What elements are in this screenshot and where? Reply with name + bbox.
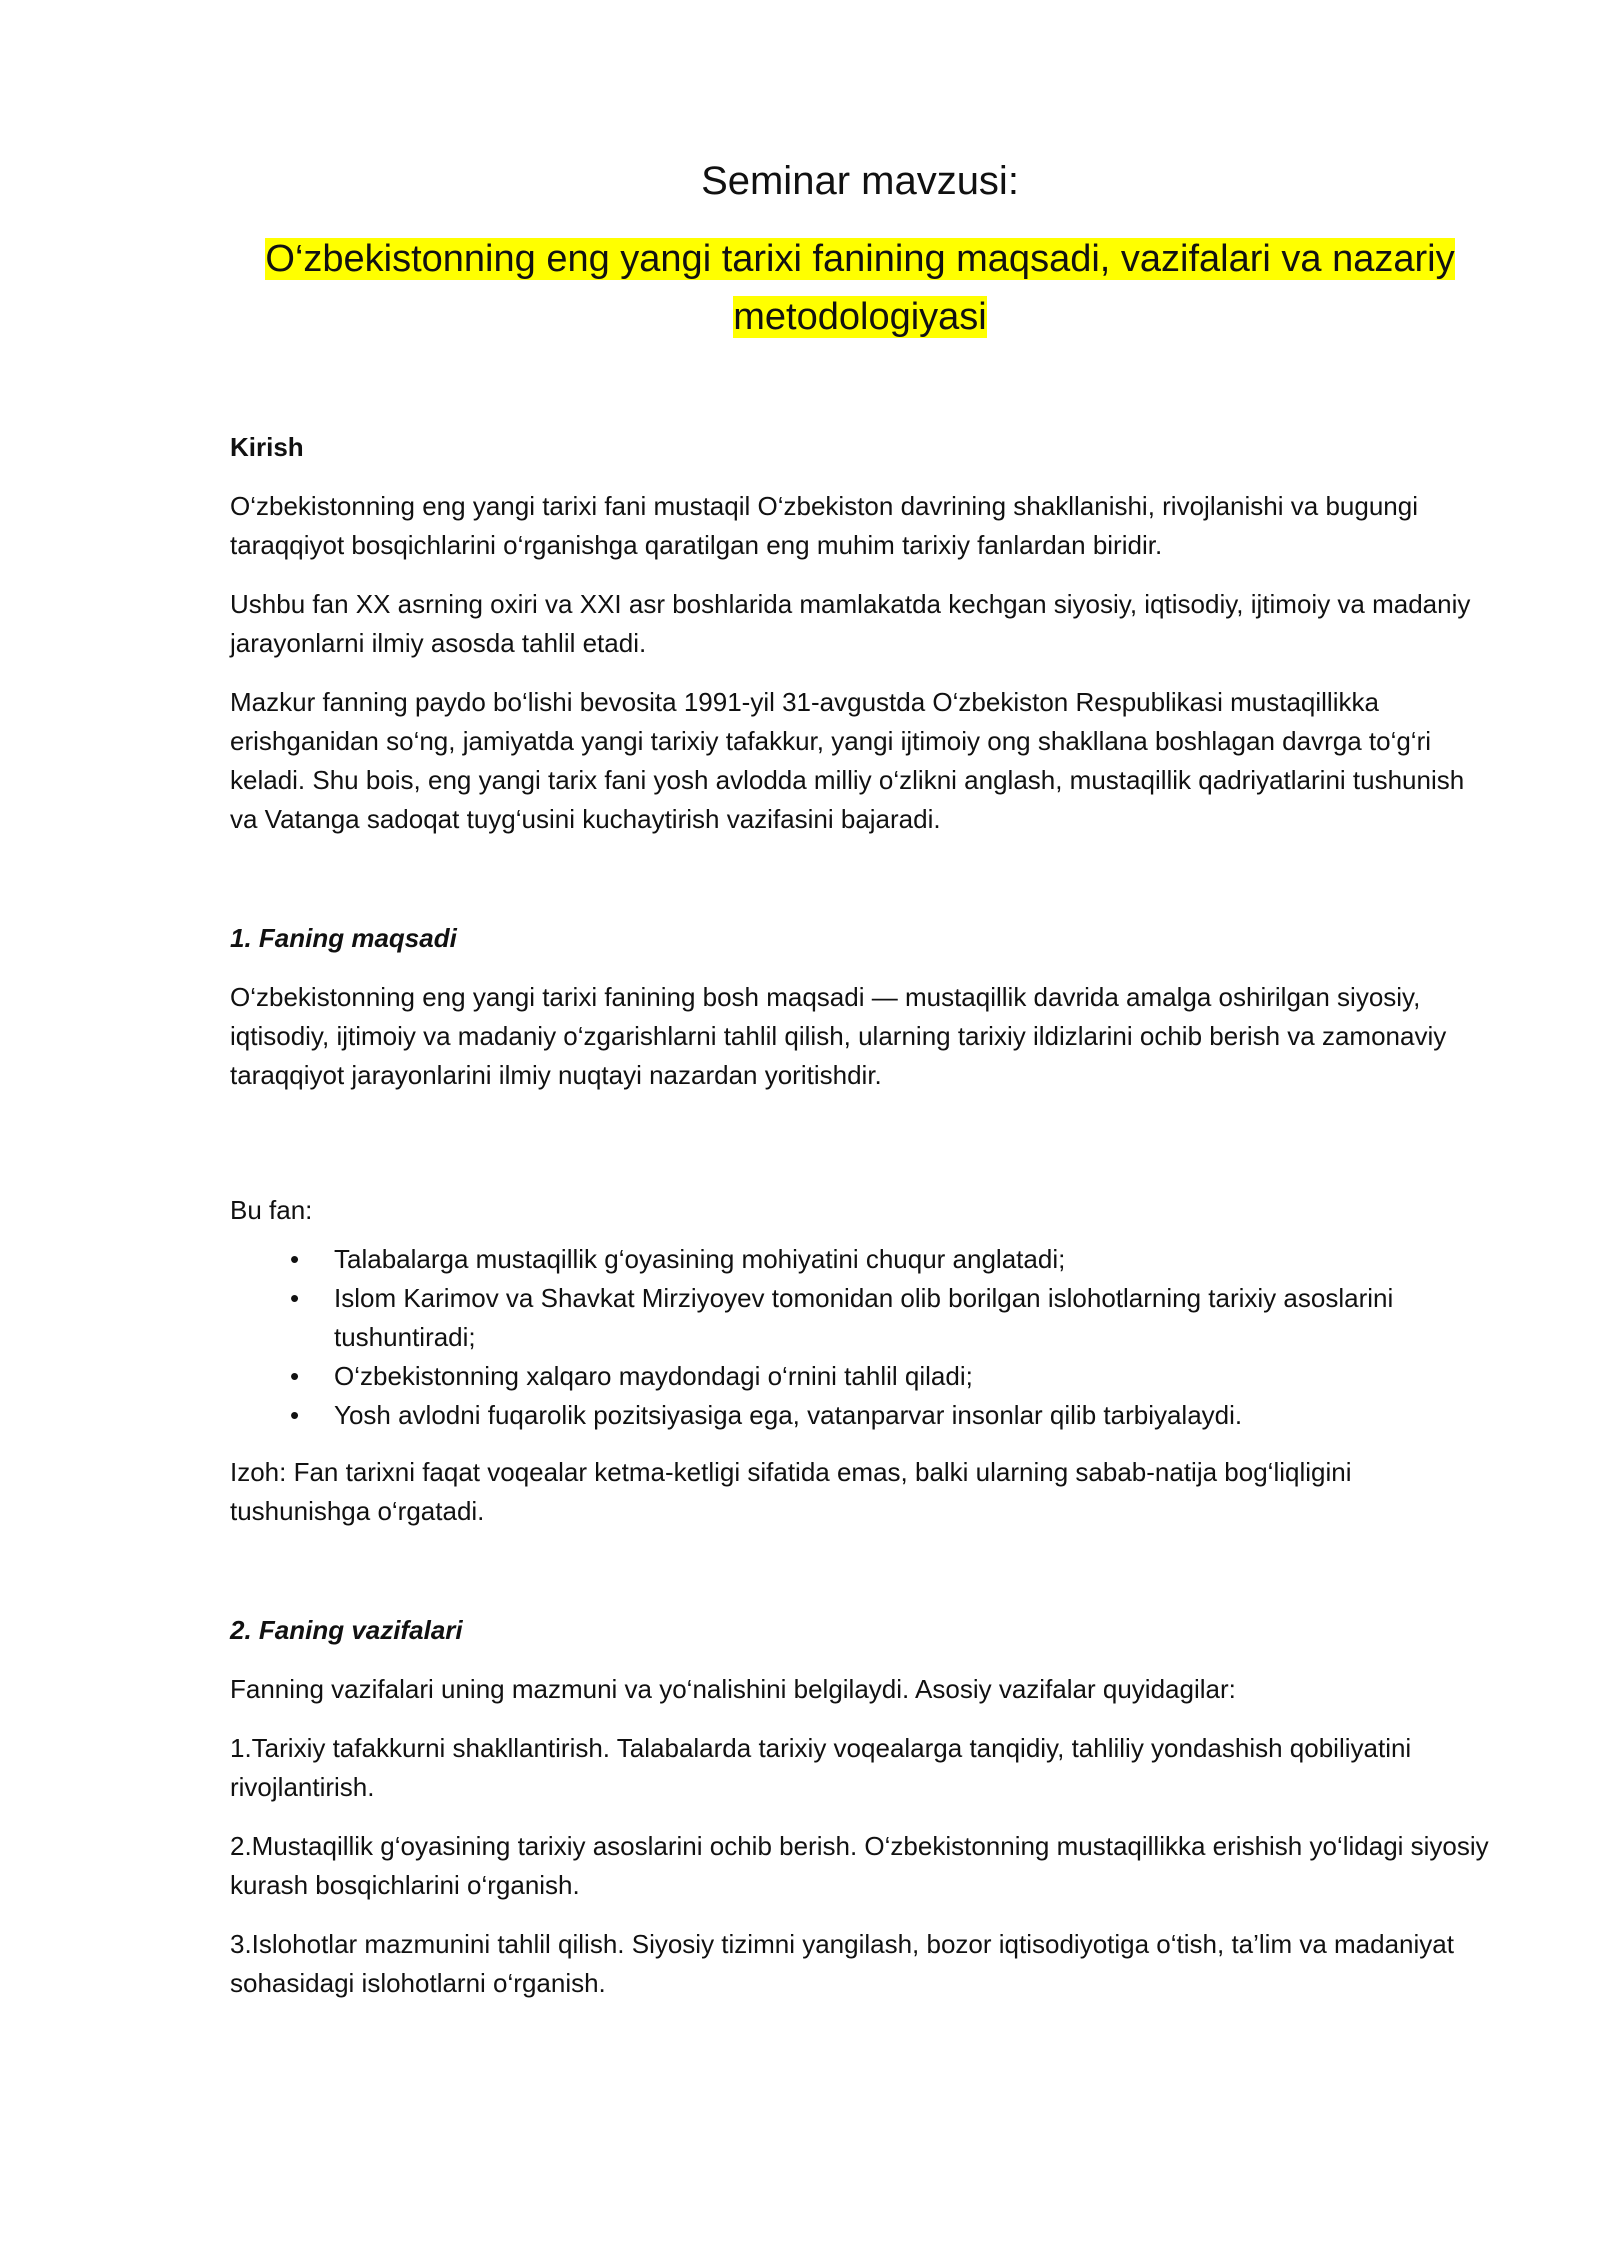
document-body	[230, 428, 1490, 2023]
section2-intro: Fanning vazifalari uning mazmuni va yo‘nalishini belgilaydi. Asosiy vazifalar quyidagilar:	[230, 1674, 1236, 1704]
list-item	[290, 1396, 1490, 1435]
section2-item-3: 3.Islohotlar mazmunini tahlil qilish. Siyosiy tizimni yangilash, bozor iqtisodiyotiga o‘tish, ta’lim va madaniyat sohasidagi islohotlarni o‘rganish.	[230, 1929, 1454, 1998]
document-title	[230, 230, 1490, 346]
section2-item-2: 2.Mustaqillik g‘oyasining tarixiy asoslarini ochib berish. O‘zbekistonning mustaqillikka erishish yo‘lidagi siyosiy kurash bosqichlarini o‘rganish.	[230, 1831, 1489, 1900]
bullet-icon: •	[290, 1400, 300, 1430]
list-item	[290, 1279, 1490, 1357]
list-item-text: Islom Karimov va Shavkat Mirziyoyev tomonidan olib borilgan islohotlarning tarixiy asoslarini tushuntiradi;	[334, 1283, 1394, 1352]
intro-paragraph-1: O‘zbekistonning eng yangi tarixi fani mustaqil O‘zbekiston davrining shakllanishi, rivojlanishi va bugungi taraqqiyot bosqichlarini o‘rganishga qaratilgan eng muhim tarixiy fanlardan biridir.	[230, 491, 1418, 560]
title-line-1: O‘zbekistonning eng yangi tarixi fanining maqsadi, vazifalari va nazariy	[265, 238, 1455, 280]
intro-heading: Kirish	[230, 432, 304, 462]
list-item	[290, 1357, 1490, 1396]
spacer	[230, 859, 1490, 919]
section1-note: Izoh: Fan tarixni faqat voqealar ketma-ketligi sifatida emas, balki ularning sabab-natija bog‘liqligini tushunishga o‘rgatadi.	[230, 1457, 1352, 1526]
section2-heading: 2. Faning vazifalari	[230, 1615, 463, 1645]
spacer	[230, 1115, 1490, 1191]
list-item-text: Yosh avlodni fuqarolik pozitsiyasiga ega, vatanparvar insonlar qilib tarbiyalaydi.	[334, 1400, 1243, 1430]
intro-paragraph-3: Mazkur fanning paydo bo‘lishi bevosita 1991-yil 31-avgustda O‘zbekiston Respublikasi mustaqillikka erishganidan so‘ng, jamiyatda yangi tarixiy tafakkur, yangi ijtimoiy ong shakllana boshlagan davrga to‘g‘ri keladi. Shu bois, eng yangi tarix fani yosh avlodda milliy o‘zlikni anglash, mustaqillik qadriyatlarini tushunish va Vatanga sadoqat tuyg‘usini kuchaytirish vazifasini bajaradi.	[230, 687, 1465, 834]
list-item	[290, 1240, 1490, 1279]
bullet-icon: •	[290, 1244, 300, 1274]
bullet-icon: •	[290, 1283, 300, 1313]
section1-paragraph: O‘zbekistonning eng yangi tarixi fanining bosh maqsadi — mustaqillik davrida amalga oshirilgan siyosiy, iqtisodiy, ijtimoiy va madaniy o‘zgarishlarni tahlil qilish, ularning tarixiy ildizlarini ochib berish va zamonaviy taraqqiyot jarayonlarini ilmiy nuqtayi nazardan yoritishdir.	[230, 982, 1447, 1090]
list-item-text: Talabalarga mustaqillik g‘oyasining mohiyatini chuqur anglatadi;	[334, 1244, 1066, 1274]
seminar-label: Seminar mavzusi:	[701, 159, 1019, 203]
bullet-icon: •	[290, 1361, 300, 1391]
section1-heading: 1. Faning maqsadi	[230, 923, 457, 953]
spacer	[230, 1551, 1490, 1611]
section2-item-1: 1.Tarixiy tafakkurni shakllantirish. Talabalarda tarixiy voqealarga tanqidiy, tahliliy yondashish qobiliyatini rivojlantirish.	[230, 1733, 1412, 1802]
section1-bullet-list	[230, 1240, 1490, 1435]
section1-list-intro: Bu fan:	[230, 1195, 313, 1225]
list-item-text: O‘zbekistonning xalqaro maydondagi o‘rnini tahlil qiladi;	[334, 1361, 973, 1391]
title-line-2: metodologiyasi	[733, 296, 987, 338]
intro-paragraph-2: Ushbu fan XX asrning oxiri va XXI asr boshlarida mamlakatda kechgan siyosiy, iqtisodiy, ijtimoiy va madaniy jarayonlarni ilmiy asosda tahlil etadi.	[230, 589, 1471, 658]
